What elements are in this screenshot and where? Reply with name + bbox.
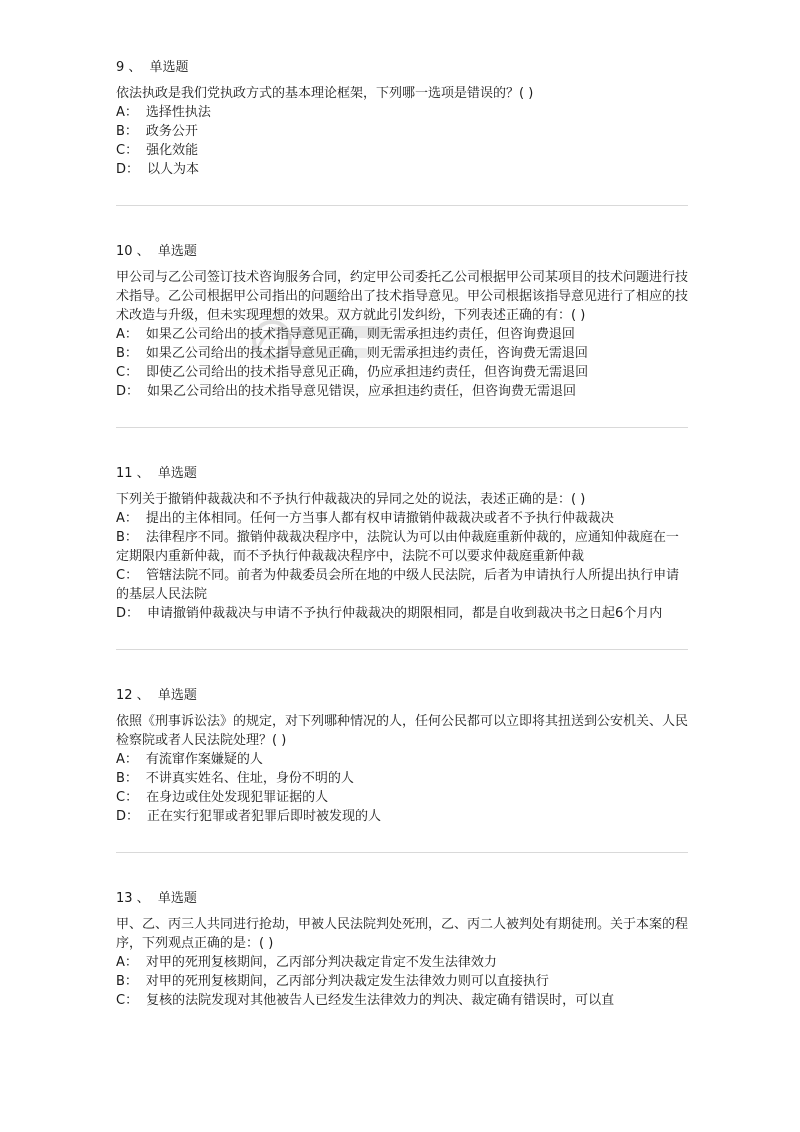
question-number: 11 、: [116, 466, 150, 481]
option-c: [116, 991, 688, 1010]
option-c: [116, 788, 688, 807]
option-text: 强化效能: [146, 143, 199, 158]
option-letter: B：: [116, 124, 138, 139]
option-text: 如果乙公司给出的技术指导意见正确，则无需承担违约责任，咨询费无需退回: [145, 346, 588, 361]
option-d: [116, 807, 688, 826]
option-text: 选择性执法: [145, 105, 211, 120]
option-letter: D：: [116, 809, 140, 824]
question-type: 单选题: [157, 891, 197, 906]
question-stem: 下列关于撤销仲裁裁决和不予执行仲裁裁决的异同之处的说法，表述正确的是：( ): [116, 492, 586, 507]
option-letter: C：: [116, 365, 139, 380]
option-letter: A：: [116, 955, 138, 970]
option-letter: C：: [116, 568, 139, 583]
option-b: [116, 972, 688, 991]
question-10: [116, 242, 688, 428]
question-type: 单选题: [157, 244, 197, 259]
question-header: [116, 242, 688, 262]
option-letter: C：: [116, 790, 139, 805]
option-text: 申请撤销仲裁裁决与申请不予执行仲裁裁决的期限相同，都是自收到裁决书之日起6个月内: [147, 606, 663, 621]
question-11: [116, 464, 688, 650]
option-b: [116, 344, 688, 363]
option-c: [116, 141, 688, 160]
question-stem: 甲公司与乙公司签订技术咨询服务合同，约定甲公司委托乙公司根据甲公司某项目的技术问题进行技术指导。乙公司根据甲公司指出的问题给出了技术指导意见。甲公司根据该指导意见进行了相应的技术改造与升级，但未实现理想的效果。双方就此引发纠纷，下列表述正确的有：( ): [116, 270, 689, 323]
option-letter: D：: [116, 606, 140, 621]
option-b: [116, 769, 688, 788]
option-b: [116, 122, 688, 141]
option-a: [116, 325, 688, 344]
option-a: [116, 103, 688, 122]
option-b: [116, 528, 688, 566]
option-letter: A：: [116, 327, 138, 342]
option-text: 即使乙公司给出的技术指导意见正确，仍应承担违约责任，但咨询费无需退回: [146, 365, 589, 380]
option-d: [116, 382, 688, 401]
question-type: 单选题: [149, 60, 189, 75]
question-12: [116, 686, 688, 853]
option-c: [116, 363, 688, 382]
option-text: 不讲真实姓名、住址，身份不明的人: [145, 771, 354, 786]
option-a: [116, 953, 688, 972]
question-number: 13 、: [116, 891, 150, 906]
option-a: [116, 509, 688, 528]
document-page: [116, 58, 688, 1036]
option-letter: A：: [116, 752, 138, 767]
option-letter: A：: [116, 105, 138, 120]
option-letter: A：: [116, 511, 138, 526]
option-letter: B：: [116, 771, 138, 786]
question-9: [116, 58, 688, 206]
question-number: 10 、: [116, 244, 150, 259]
option-d: [116, 160, 688, 179]
question-header: [116, 58, 688, 78]
option-text: 复核的法院发现对其他被告人已经发生法律效力的判决、裁定确有错误时，可以直: [146, 993, 615, 1008]
option-text: 管辖法院不同。前者为仲裁委员会所在地的中级人民法院，后者为申请执行人所提出执行申请的基层人民法院: [116, 568, 680, 602]
option-letter: D：: [116, 162, 140, 177]
option-text: 对甲的死刑复核期间，乙丙部分判决裁定肯定不发生法律效力: [145, 955, 497, 970]
question-stem: 甲、乙、丙三人共同进行抢劫，甲被人民法院判处死刑，乙、丙二人被判处有期徒刑。关于本案的程序，下列观点正确的是：( ): [116, 917, 689, 951]
question-header: [116, 686, 688, 706]
option-c: [116, 566, 688, 604]
option-letter: C：: [116, 993, 139, 1008]
option-letter: D：: [116, 384, 140, 399]
option-letter: B：: [116, 530, 138, 545]
question-stem: 依法执政是我们党执政方式的基本理论框架，下列哪一选项是错误的？( ): [116, 86, 534, 101]
question-header: [116, 464, 688, 484]
option-text: 法律程序不同。撤销仲裁裁决程序中，法院认为可以由仲裁庭重新仲裁的，应通知仲裁庭在一定期限内重新仲裁，而不予执行仲裁裁决程序中，法院不可以要求仲裁庭重新仲裁: [116, 530, 679, 564]
option-text: 如果乙公司给出的技术指导意见正确，则无需承担违约责任，但咨询费退回: [145, 327, 575, 342]
question-13: [116, 889, 688, 1036]
option-letter: B：: [116, 974, 138, 989]
option-text: 政务公开: [145, 124, 198, 139]
question-stem: 依照《刑事诉讼法》的规定，对下列哪种情况的人，任何公民都可以立即将其扭送到公安机关、人民检察院或者人民法院处理？( ): [116, 714, 689, 748]
option-text: 有流窜作案嫌疑的人: [145, 752, 263, 767]
option-text: 如果乙公司给出的技术指导意见错误，应承担违约责任，但咨询费无需退回: [147, 384, 577, 399]
question-type: 单选题: [157, 688, 197, 703]
option-text: 以人为本: [147, 162, 200, 177]
option-text: 正在实行犯罪或者犯罪后即时被发现的人: [147, 809, 382, 824]
option-a: [116, 750, 688, 769]
option-letter: B：: [116, 346, 138, 361]
option-d: [116, 604, 688, 623]
question-number: 12 、: [116, 688, 150, 703]
option-text: 提出的主体相同。任何一方当事人都有权申请撤销仲裁裁决或者不予执行仲裁裁决: [145, 511, 614, 526]
question-number: 9 、: [116, 60, 142, 75]
option-text: 在身边或住处发现犯罪证据的人: [146, 790, 329, 805]
option-letter: C：: [116, 143, 139, 158]
option-text: 对甲的死刑复核期间，乙丙部分判决裁定发生法律效力则可以直接执行: [145, 974, 549, 989]
question-header: [116, 889, 688, 909]
question-type: 单选题: [157, 466, 197, 481]
